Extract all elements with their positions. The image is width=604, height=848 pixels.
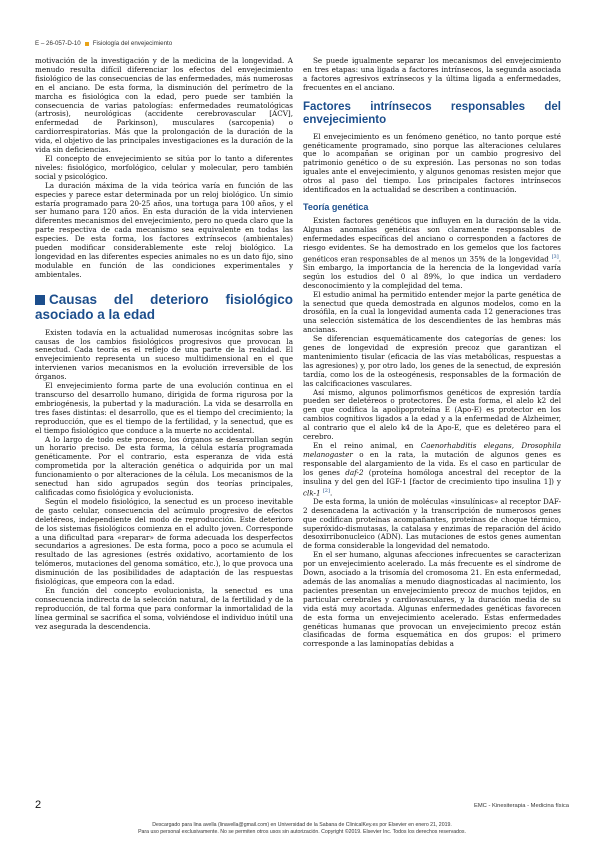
section-heading-factores: Factores intrínsecos responsables del envejecimiento (303, 100, 561, 126)
page-number: 2 (35, 799, 42, 811)
species-names: Caenorhabditis elegans, Drosophila melanogaster (303, 441, 561, 459)
paragraph: Existen todavía en la actualidad numerosas incógnitas sobre las causas de los cambios fisiológicos progresivos que provocan la senectud. Cada teoría es el reflejo de una parte de la realidad. El envejecimiento representa un suceso multidimensional en el que intervienen varios mecanismos en la evolución irreversible de los órganos. (35, 327, 293, 382)
text-run: Existen factores genéticos que influyen en la duración de la vida. Algunas anomalías genéticas son claramente responsables de enfermedades específicas del anciano o corresponden a factores de riesgo evidentes. Se ha demostrado en los gemelos que los factores genéticos eran responsables de al menos un 35% de la longevidad (303, 215, 561, 263)
paragraph: En función del concepto evolucionista, la senectud es una consecuencia indirecta de la selección natural, de la fertilidad y de la reproducción, de tal forma que para conformar la inmortalidad de la línea germinal se sacrifica el soma, volviéndose el individuo inútil una vez asegurada la descendencia. (35, 585, 293, 631)
running-header (35, 40, 569, 47)
reference-link[interactable]: [3] (551, 253, 559, 260)
paragraph: A lo largo de todo este proceso, los órganos se desarrollan según un horario preciso. De esta forma, la célula estaría programada genéticamente. Por el contrario, esta esperanza de vida está comprometida por la alteración genética o adquirida por un mal funcionamiento o por alteraciones de la célula. Los mecanismos de la senectud han sido agrupados según dos teorías principales, calificadas como fisiológica y evolucionista. (35, 434, 293, 497)
paragraph: El estudio animal ha permitido entender mejor la parte genética de la senectud que queda demostrada en algunos modelos, como en la drosófila, en la cual la longevidad aumenta cada 12 generaciones tras una selección sistemática de los descendientes de las hembras más ancianas. (303, 289, 561, 335)
section-heading-text: Causas del deterioro fisiológico asociado a la edad (35, 291, 293, 322)
article-code: E – 26-057-D-10 (35, 40, 81, 47)
paragraph: Se puede igualmente separar los mecanismos del envejecimiento en tres etapas: una ligada a factores intrínsecos, la segunda asociada a factores agresivos extrínsecos y la última ligada a enfermedades, frecuentes en el anciano. (303, 56, 561, 92)
paragraph: De esta forma, la unión de moléculas «insulínicas» al receptor DAF-2 desencadena la activación y la transcripción de numerosos genes que codifican proteínas acompañantes, proteínas de choque térmico, superóxido-dismutasas, la catalasa y enzimas de reparación del ácido desoxirribonucleico (ADN). Las mutaciones de estos genes aumentan de forma considerable la longevidad del nematodo. (303, 496, 561, 551)
paragraph: El concepto de envejecimiento se sitúa por lo tanto a diferentes niveles: fisiológico, morfológico, celular y molecular, pero también social y psicológico. (35, 153, 293, 181)
journal-name: EMC - Kinesiterapia - Medicina física (473, 803, 569, 809)
text-run: En el reino animal, en (313, 441, 414, 451)
paragraph: Así mismo, algunos polimorfismos genéticos de expresión tardía pueden ser deletéreos o protectores. De esta forma, el alelo k2 del gen que codifica la apolipoproteína E (Apo-E) es protector en los cambios cognitivos ligados a la edad y a la enfermedad de Alzheimer, al contrario que el alelo k4 de la Apo-E, que es deletéreo para el cerebro. (303, 387, 561, 442)
paragraph: Se diferencian esquemáticamente dos categorías de genes: los genes de longevidad de expresión precoz que garantizan el mantenimiento tisular (eficacia de las vías metabólicas, respuestas a las agresiones) y, por otro lado, los genes de la senectud, de expresión tardía, como los de la osteogénesis, responsables de la formación de las calcificaciones vasculares. (303, 334, 561, 388)
header-square-icon (85, 42, 89, 46)
copyright-line: Para uso personal exclusivamente. No se permiten otros usos sin autorización. Copyright ©2019. Elsevier Inc. Todos los derechos reservados. (138, 829, 466, 835)
paragraph: El envejecimiento es un fenómeno genético, no tanto porque esté genéticamente programado, sino porque las alteraciones celulares que lo acompañan se originan por un cambio progresivo del patrimonio genético o de su expresión. Las personas no son todas iguales ante el envejecimiento, y algunos genomas resisten mejor que otros al paso del tiempo. Los principales factores intrínsecos identificados en la actualidad se describen a continuación. (303, 131, 561, 195)
right-column (303, 57, 561, 649)
download-line: Descargado para lina avella (linavella@gmail.com) en Universidad de la Sabana de ClinicalKey.es por Elsevier en enero 21, 2019. (152, 822, 452, 828)
subsection-heading-teoria-genetica: Teoría genética (303, 201, 369, 212)
paragraph: motivación de la investigación y de la medicina de la longevidad. A menudo resulta difícil diferenciar los efectos del envejecimiento fisiológico de las consecuencias de las enfermedades, más numerosas en el anciano. De esta forma, la disminución del perímetro de la marcha es fisiológica con la edad, pero puede ser también la consecuencia de varias patologías: enfermedades reumatológicas (artrosis), neurológicas (accidente cerebrovascular [ACV], enfermedad de Parkinson), musculares (sarcopenia) o cardiorrespiratorias. Más que la prolongación de la duración de la vida, el objetivo de las principales investigaciones es la duración de la vida sin deficiencias. (35, 56, 293, 155)
reference-link[interactable]: [2] (322, 487, 330, 494)
paragraph: El envejecimiento forma parte de una evolución continua en el transcurso del desarrollo humano, dirigida de forma rigurosa por la embriogénesis, la pubertad y la maduración. La vida se desarrolla en tres fases distintas: el desarrollo, que es el tiempo del crecimiento; la reproducción, que es el tiempo de la fertilidad, y la senectud, que es el tiempo fisiológico que conduce a la muerte no accidental. (35, 381, 293, 435)
paragraph: En el ser humano, algunas afecciones infrecuentes se caracterizan por un envejecimiento acelerado. La más frecuente es el síndrome de Down, asociado a la trisomía del cromosoma 21. En esta enfermedad, además de las anomalías a menudo diagnosticadas al nacimiento, los pacientes presentan un envejecimiento precoz de muchos tejidos, en particular cerebrales y cardiovasculares, y la duración media de su vida está muy acortada. Algunas enfermedades genéticas favorecen de esta forma un envejecimiento acelerado. Estas enfermedades genéticas humanas que provocan un envejecimiento precoz están clasificadas de forma esquemática en dos grupos: el primero corresponde a las laminopatías debidas a (303, 550, 561, 649)
paragraph: Según el modelo fisiológico, la senectud es un proceso inevitable de gasto celular, consecuencia del acúmulo progresivo de efectos deletéreos, independiente del modo de reproducción. Este deterioro de los sistemas fisiológicos comienza en el adulto joven. Corresponde a una dificultad para «reparar» de forma adecuada los desperfectos secundarios a agresiones. De esta forma, poco a poco se acumula el resultado de las agresiones (estrés oxidativo, acortamiento de los telómeros, mutaciones del genoma somático, etc.), lo que provoca una disminución de las posibilidades de adaptación de las respuestas fisiológicas, que empeora con la edad. (35, 496, 293, 587)
section-square-icon (35, 295, 45, 305)
paragraph: En el reino animal, en Caenorhabditis elegans, Drosophila melanogaster o en la rata, la mutación de algunos genes es responsable del alargamiento de la vida. Es el caso en particular de los genes daf-2 (proteína homóloga ancestral del receptor de la insulina y del gen del IGF-1 [factor de crecimiento tipo insulina 1]) y clk-1 [2]. (303, 441, 561, 497)
text-run: o en la rata, la mutación de algunos genes es responsable del alargamiento de la vida. Es el caso en particular de los genes (303, 449, 561, 477)
running-title: Fisiología del envejecimiento (92, 40, 173, 47)
gene-name: daf-2 (345, 467, 364, 477)
paragraph: La duración máxima de la vida teórica varía en función de las especies y parece estar determinada por un reloj biológico. Un simio estaría programado para 20-25 años, una tortuga para 100 años, y el ser humano para 120 años. En esta duración de la vida intervienen diferentes mecanismos del envejecimiento, pero no queda claro que la parte respectiva de cada mecanismo sea equivalente en todas las especies. De esta forma, los factores extrínsecos (ambientales) pueden modificar considerablemente este reloj biológico. La longevidad en las diferentes especies animales no es un dato fijo, sino modulable en función de las condiciones experimentales y ambientales. (35, 180, 293, 279)
download-notice (0, 822, 604, 836)
text-run: (proteína homóloga ancestral del receptor de la insulina y del gen del IGF-1 [factor de crecimiento tipo insulina 1]) y (303, 467, 561, 486)
paragraph (303, 217, 561, 291)
left-column (35, 57, 293, 631)
gene-name: clk-1 (303, 487, 321, 497)
text-run: . Sin embargo, la importancia de la herencia de la longevidad varía según los estudios del 0 al 89%, lo que indica un verdadero desconocimiento y la complejidad del tema. (303, 253, 561, 290)
section-heading-causas (35, 292, 293, 322)
